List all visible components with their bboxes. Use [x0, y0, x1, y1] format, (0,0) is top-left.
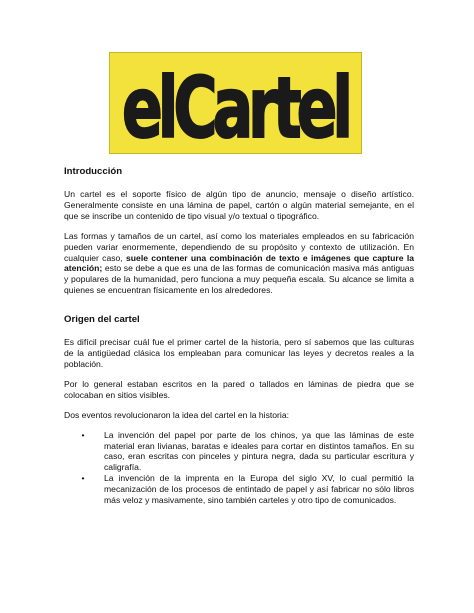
bullet-icon: •: [81, 473, 85, 484]
bullet-icon: •: [81, 429, 85, 440]
origin-bullet-list: [64, 430, 414, 506]
intro-paragraph-2-text-a: Las formas y tamaños de un cartel, así como los materiales empleados en su fabricación pueden variar enormemente, dependiendo de su propósito y contexto de utilización. En cualquier caso,: [64, 230, 414, 263]
list-item: [81, 429, 414, 474]
list-item: [81, 473, 414, 506]
intro-paragraph-1: Un cartel es el soporte físico de algún tipo de anuncio, mensaje o diseño artístico. Generalmente consiste en una lámina de papel, cartón o algún material semejante, en el que se inscribe un contenido de tipo visual y/o textual o tipográfico.: [64, 189, 414, 221]
intro-paragraph-2-text-b: esto se debe a que es una de las formas de comunicación masiva más antiguas y populares de la humanidad, pero funciona a muy pequeña escala. Su alcance se limita a quienes se encuentran físicamente en los alrededores.: [64, 263, 414, 296]
el-cartel-logo: [109, 52, 362, 157]
origin-paragraph-2: Por lo general estaban escritos en la pared o tallados en láminas de piedra que se colocaban en sitios visibles.: [64, 378, 414, 400]
origin-paragraph-3: Dos eventos revolucionaron la idea del cartel en la historia:: [64, 409, 289, 420]
list-item-text: La invención de la imprenta en la Europa del siglo XV, lo cual permitió la mecanización de los procesos de entintado de papel y así fabricar no sólo libros más veloz y masivamente, sino también carteles y otro tipo de comunicados.: [104, 473, 414, 506]
logo-artwork: [110, 53, 361, 157]
origin-heading: Origen del cartel: [64, 314, 140, 326]
origin-paragraph-1: Es difícil precisar cuál fue el primer cartel de la historia, pero sí sabemos que las culturas de la antigüedad clásica los empleaban para comunicar las leyes y decretos reales a la población.: [64, 337, 414, 369]
intro-paragraph-2: [64, 231, 414, 296]
document-body: [64, 166, 414, 506]
intro-heading: Introducción: [64, 166, 123, 177]
intro-paragraph-2-bold: suele contener una combinación de texto e imágenes que capture la atención;: [64, 252, 414, 274]
list-item-text: La invención del papel por parte de los chinos, ya que las láminas de este material eran livianas, baratas e ideales para cortar en distintos tamaños. En su caso, eran escritas con pinceles y pintura negra, dada su particular escritura y caligrafía.: [104, 429, 414, 473]
logo-text: elCartel: [122, 59, 349, 157]
